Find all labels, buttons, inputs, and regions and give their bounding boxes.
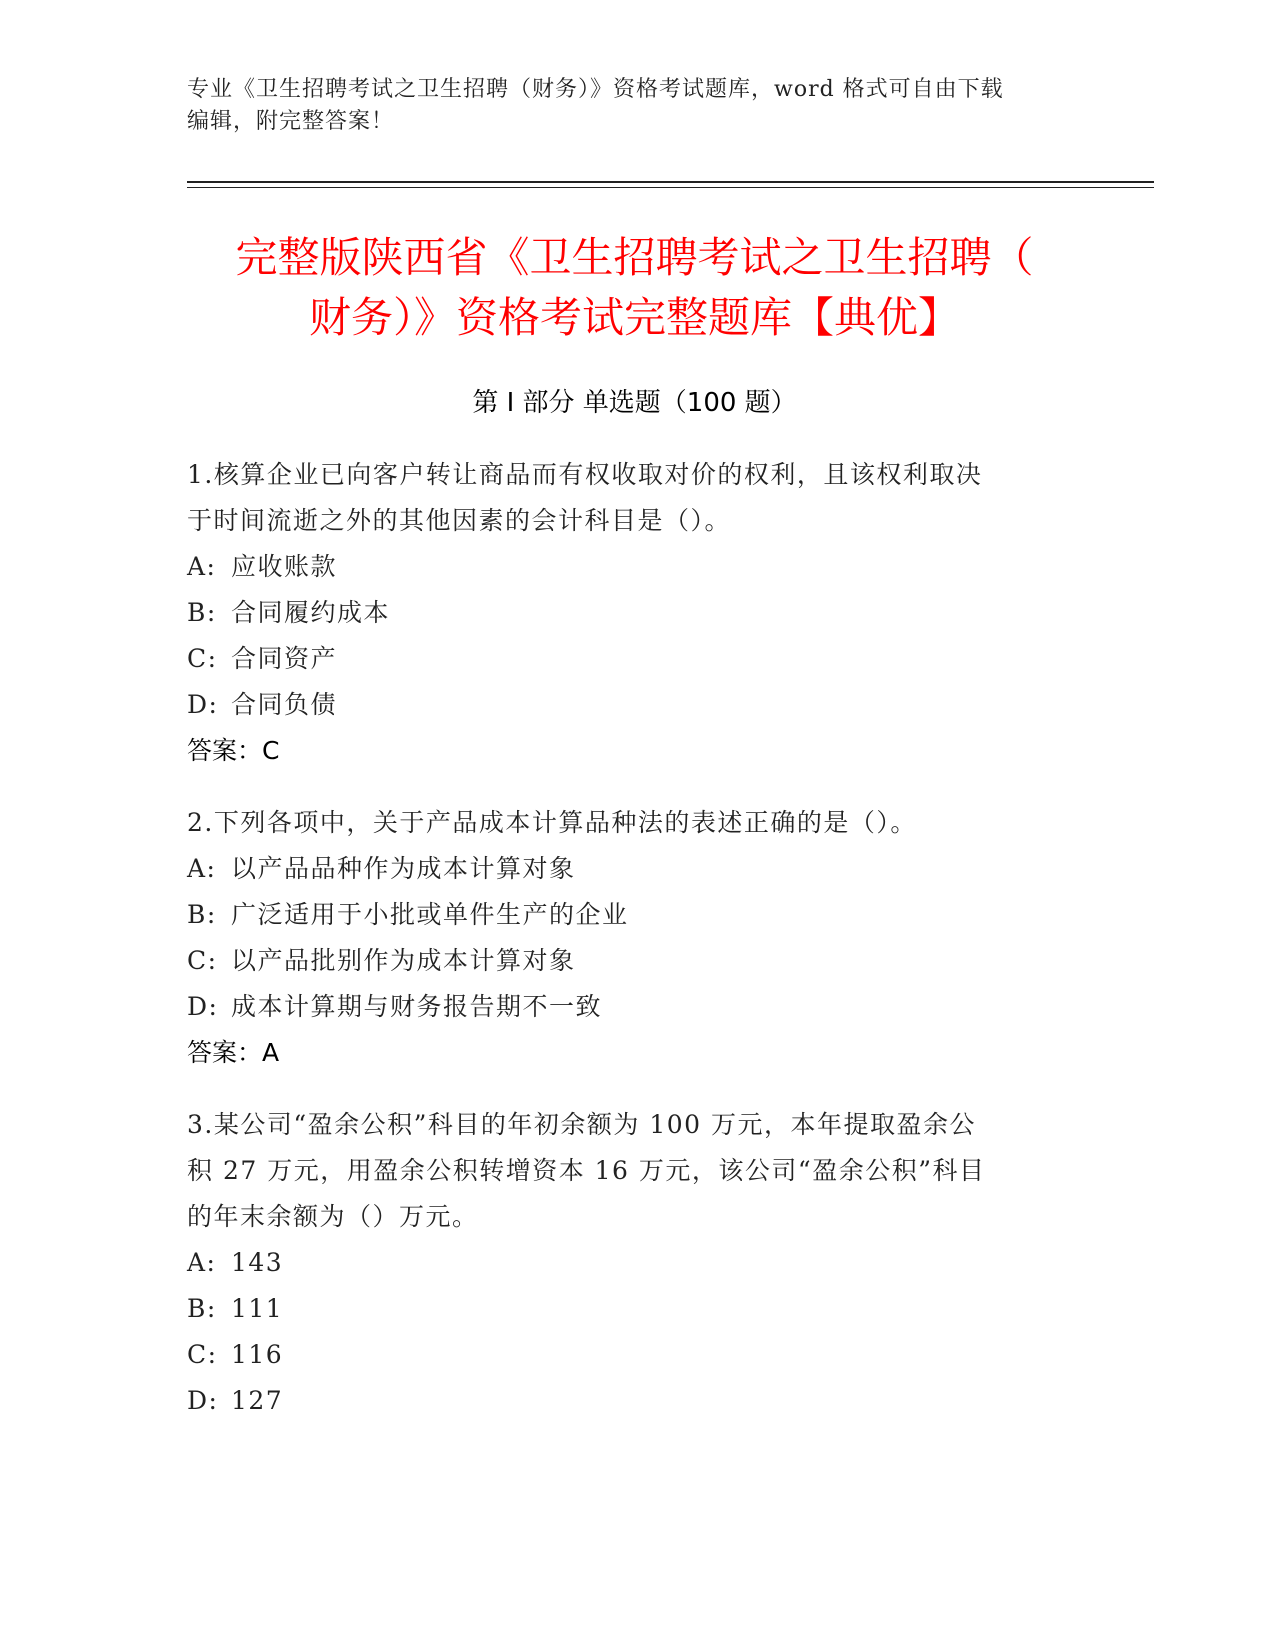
question-text-line: 1.核算企业已向客户转让商品而有权收取对价的权利，且该权利取决 — [187, 460, 983, 489]
option-b — [187, 892, 1067, 938]
option-key: D: — [187, 1386, 219, 1415]
answer: 答案：C — [187, 736, 280, 765]
question-text-line: 2.下列各项中，关于产品成本计算品种法的表述正确的是（）。 — [187, 808, 917, 837]
option-d — [187, 1378, 1067, 1424]
option-d — [187, 984, 1067, 1030]
document-title-line2: 财务）》资格考试完整题库【典优】 — [308, 293, 960, 342]
header-divider-thick — [187, 181, 1154, 183]
question-2 — [187, 800, 1067, 1076]
option-text: 116 — [231, 1340, 284, 1369]
document-title — [187, 228, 1082, 348]
option-key: A: — [187, 854, 217, 883]
option-key: A: — [187, 552, 217, 581]
option-d — [187, 682, 1067, 728]
question-text-line: 3.某公司“盈余公积”科目的年初余额为 100 万元，本年提取盈余公 — [187, 1110, 977, 1139]
answer: 答案：A — [187, 1038, 280, 1067]
option-text: 成本计算期与财务报告期不一致 — [231, 992, 603, 1021]
option-text: 127 — [231, 1386, 284, 1415]
document-title-line1: 完整版陕西省《卫生招聘考试之卫生招聘（ — [235, 233, 1034, 282]
header-note — [187, 74, 1067, 138]
option-key: D: — [187, 992, 219, 1021]
question-text-line: 积 27 万元，用盈余公积转增资本 16 万元，该公司“盈余公积”科目 — [187, 1156, 986, 1185]
option-text: 以产品品种作为成本计算对象 — [231, 854, 576, 883]
option-text: 合同负债 — [231, 690, 338, 719]
option-key: B: — [187, 900, 217, 929]
option-key: B: — [187, 1294, 217, 1323]
option-a — [187, 846, 1067, 892]
header-note-line1: 专业《卫生招聘考试之卫生招聘（财务）》资格考试题库，word 格式可自由下载 — [187, 77, 1004, 102]
section-heading: 第 I 部分 单选题（100 题） — [472, 388, 797, 418]
header-divider-thin — [187, 187, 1154, 188]
question-1-text — [187, 452, 1067, 544]
header-note-line2: 编辑，附完整答案！ — [187, 109, 395, 134]
question-3-text — [187, 1102, 1067, 1240]
option-text: 应收账款 — [231, 552, 338, 581]
option-key: B: — [187, 598, 217, 627]
option-c — [187, 1332, 1067, 1378]
option-key: C: — [187, 644, 218, 673]
option-text: 合同履约成本 — [231, 598, 391, 627]
option-text: 广泛适用于小批或单件生产的企业 — [231, 900, 629, 929]
option-key: C: — [187, 946, 218, 975]
option-c — [187, 938, 1067, 984]
option-a — [187, 1240, 1067, 1286]
question-3 — [187, 1102, 1067, 1424]
option-text: 111 — [231, 1294, 284, 1323]
question-2-text — [187, 800, 1067, 846]
option-a — [187, 544, 1067, 590]
option-b — [187, 590, 1067, 636]
option-key: C: — [187, 1340, 218, 1369]
question-1 — [187, 452, 1067, 774]
option-text: 合同资产 — [231, 644, 338, 673]
option-text: 以产品批别作为成本计算对象 — [231, 946, 576, 975]
option-c — [187, 636, 1067, 682]
option-b — [187, 1286, 1067, 1332]
question-text-line: 的年末余额为（）万元。 — [187, 1202, 479, 1231]
option-key: D: — [187, 690, 219, 719]
option-text: 143 — [231, 1248, 284, 1277]
question-text-line: 于时间流逝之外的其他因素的会计科目是（）。 — [187, 506, 732, 535]
option-key: A: — [187, 1248, 217, 1277]
